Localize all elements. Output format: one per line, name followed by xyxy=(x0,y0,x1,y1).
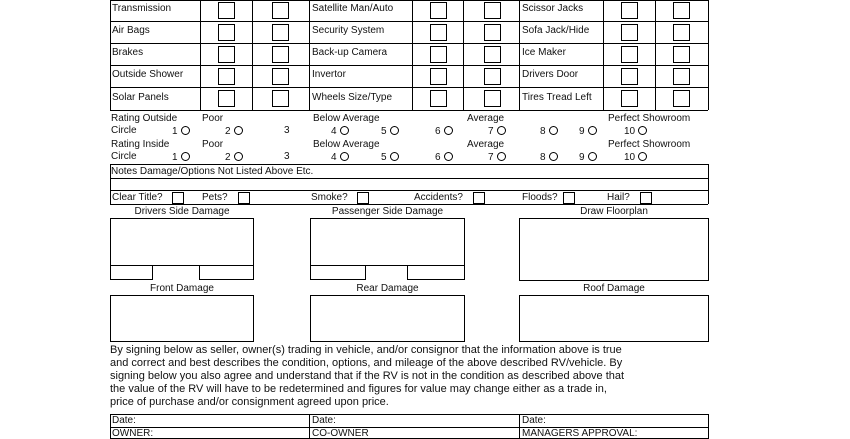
rating-option-1[interactable]: 1 xyxy=(172,152,190,163)
notes-bottom-line xyxy=(110,204,708,205)
floods-checkbox[interactable] xyxy=(563,192,575,204)
option-checkbox[interactable] xyxy=(272,46,289,63)
option-checkbox[interactable] xyxy=(272,68,289,85)
option-label: Brakes xyxy=(112,47,144,58)
rear-damage-label: Rear Damage xyxy=(356,283,419,294)
hail-label: Hail? xyxy=(607,192,630,203)
option-label: Security System xyxy=(312,25,385,36)
rating-option-3[interactable]: 3 xyxy=(284,125,290,136)
option-label: Tires Tread Left xyxy=(522,92,592,103)
radio-circle-icon[interactable] xyxy=(181,152,190,161)
option-checkbox[interactable] xyxy=(218,24,235,41)
passenger-wheel-box[interactable] xyxy=(310,265,366,280)
table-line xyxy=(309,0,310,110)
option-label: Wheels Size/Type xyxy=(312,92,393,103)
option-checkbox[interactable] xyxy=(621,90,638,107)
option-checkbox[interactable] xyxy=(430,68,447,85)
rating-option-9[interactable]: 9 xyxy=(579,126,597,137)
rating-option-2[interactable]: 2 xyxy=(225,152,243,163)
option-checkbox[interactable] xyxy=(673,90,690,107)
option-label: Air Bags xyxy=(112,25,150,36)
table-line xyxy=(110,414,708,415)
drivers-wheel-box[interactable] xyxy=(199,265,254,280)
agreement-line: By signing below as seller, owner(s) trading in vehicle, and/or consignor that the information above is true xyxy=(110,344,622,356)
hail-checkbox[interactable] xyxy=(640,192,652,204)
rating-below-label: Below Average xyxy=(313,139,380,150)
option-checkbox[interactable] xyxy=(272,2,289,19)
table-line xyxy=(252,0,253,110)
owner-signature-field[interactable]: OWNER: xyxy=(112,428,154,439)
table-line xyxy=(655,0,656,110)
option-checkbox[interactable] xyxy=(484,90,501,107)
option-checkbox[interactable] xyxy=(272,90,289,107)
passenger-side-damage-box[interactable] xyxy=(310,218,465,266)
radio-circle-icon[interactable] xyxy=(340,152,349,161)
rating-poor-label: Poor xyxy=(202,139,224,150)
radio-circle-icon[interactable] xyxy=(638,152,647,161)
option-checkbox[interactable] xyxy=(218,90,235,107)
option-checkbox[interactable] xyxy=(272,24,289,41)
rating-option-4[interactable]: 4 xyxy=(331,126,349,137)
rating-option-5[interactable]: 5 xyxy=(381,126,399,137)
radio-circle-icon[interactable] xyxy=(390,152,399,161)
rating-option-7[interactable]: 7 xyxy=(488,126,506,137)
drivers-side-damage-label: Drivers Side Damage xyxy=(134,206,230,217)
radio-circle-icon[interactable] xyxy=(638,126,647,135)
rating-option-6[interactable]: 6 xyxy=(435,126,453,137)
rating-option-5[interactable]: 5 xyxy=(381,152,399,163)
table-line xyxy=(519,414,520,439)
agreement-line: and correct and best describes the condition, options, and mileage of the above described RV/vehicle. By xyxy=(110,357,623,369)
rating-average-label: Average xyxy=(467,139,505,150)
agreement-line: the value of the RV will have to be redetermined and figures for value may change either as a trade in, xyxy=(110,383,607,395)
rear-damage-box[interactable] xyxy=(310,295,465,342)
table-line xyxy=(603,0,604,110)
table-line xyxy=(519,0,520,110)
radio-circle-icon[interactable] xyxy=(588,126,597,135)
radio-circle-icon[interactable] xyxy=(549,152,558,161)
rating-option-4[interactable]: 4 xyxy=(331,152,349,163)
rating-option-8[interactable]: 8 xyxy=(540,126,558,137)
table-line xyxy=(412,0,413,110)
draw-floorplan-label: Draw Floorplan xyxy=(580,206,648,217)
option-checkbox[interactable] xyxy=(673,46,690,63)
passenger-side-damage-label: Passenger Side Damage xyxy=(331,206,444,217)
floods-label: Floods? xyxy=(522,192,558,203)
notes-line xyxy=(110,190,708,191)
option-label: Transmission xyxy=(112,3,172,14)
accidents-label: Accidents? xyxy=(414,192,463,203)
option-checkbox[interactable] xyxy=(430,24,447,41)
table-line xyxy=(110,0,111,110)
passenger-wheel-box[interactable] xyxy=(407,265,465,280)
rating-perfect-label: Perfect Showroom xyxy=(608,139,691,150)
front-damage-box[interactable] xyxy=(110,295,254,342)
agreement-paragraph xyxy=(110,344,680,409)
option-checkbox[interactable] xyxy=(430,46,447,63)
radio-circle-icon[interactable] xyxy=(444,126,453,135)
rating-option-1[interactable]: 1 xyxy=(172,126,190,137)
notes-top-line xyxy=(110,164,708,165)
drivers-wheel-box[interactable] xyxy=(110,265,153,280)
notes-label: Notes Damage/Options Not Listed Above Etc. xyxy=(111,166,314,177)
option-checkbox[interactable] xyxy=(218,2,235,19)
option-label: Invertor xyxy=(312,69,346,80)
roof-damage-label: Roof Damage xyxy=(583,283,645,294)
option-checkbox[interactable] xyxy=(430,2,447,19)
owner-date-field[interactable]: Date: xyxy=(112,415,136,426)
option-checkbox[interactable] xyxy=(621,46,638,63)
option-checkbox[interactable] xyxy=(673,24,690,41)
rating-circle-label: Circle xyxy=(111,151,137,162)
table-line xyxy=(309,414,310,439)
radio-circle-icon[interactable] xyxy=(234,152,243,161)
notes-side-line xyxy=(110,164,111,204)
smoke-label: Smoke? xyxy=(311,192,348,203)
pets-label: Pets? xyxy=(202,192,228,203)
drivers-side-damage-box[interactable] xyxy=(110,218,254,266)
table-line xyxy=(200,0,201,110)
manager-approval-field[interactable]: MANAGERS APPROVAL: xyxy=(522,428,638,439)
option-checkbox[interactable] xyxy=(484,46,501,63)
manager-date-field[interactable]: Date: xyxy=(522,415,546,426)
table-line xyxy=(708,0,709,110)
option-label: Solar Panels xyxy=(112,92,169,103)
option-label: Sofa Jack/Hide xyxy=(522,25,590,36)
accidents-checkbox[interactable] xyxy=(473,192,485,204)
option-label: Drivers Door xyxy=(522,69,579,80)
rating-option-2[interactable]: 2 xyxy=(225,126,243,137)
rating-option-9[interactable]: 9 xyxy=(579,152,597,163)
radio-circle-icon[interactable] xyxy=(497,152,506,161)
table-line xyxy=(110,110,708,111)
clear-title-label: Clear Title? xyxy=(112,192,163,203)
rating-label: Rating Inside xyxy=(111,139,170,150)
radio-circle-icon[interactable] xyxy=(444,152,453,161)
radio-circle-icon[interactable] xyxy=(390,126,399,135)
option-label: Outside Shower xyxy=(112,69,184,80)
rating-option-10[interactable]: 10 xyxy=(624,126,647,137)
option-label: Scissor Jacks xyxy=(522,3,584,14)
option-checkbox[interactable] xyxy=(673,2,690,19)
notes-side-line xyxy=(708,164,709,204)
roof-damage-box[interactable] xyxy=(519,295,709,342)
option-checkbox[interactable] xyxy=(621,24,638,41)
smoke-checkbox[interactable] xyxy=(357,192,369,204)
option-checkbox[interactable] xyxy=(430,90,447,107)
radio-circle-icon[interactable] xyxy=(340,126,349,135)
coowner-signature-field[interactable]: CO-OWNER xyxy=(312,428,369,439)
clear-title-checkbox[interactable] xyxy=(172,192,184,204)
agreement-line: signing below you also agree and understand that if the RV is not in the condition as described above that xyxy=(110,370,625,382)
table-line xyxy=(110,414,111,439)
option-label: Satellite Man/Auto xyxy=(312,3,394,14)
rating-option-8[interactable]: 8 xyxy=(540,152,558,163)
notes-line xyxy=(110,178,708,179)
option-checkbox[interactable] xyxy=(484,68,501,85)
rating-option-7[interactable]: 7 xyxy=(488,152,506,163)
option-label: Back-up Camera xyxy=(312,47,388,58)
radio-circle-icon[interactable] xyxy=(234,126,243,135)
rating-below-label: Below Average xyxy=(313,113,380,124)
radio-circle-icon[interactable] xyxy=(497,126,506,135)
option-checkbox[interactable] xyxy=(218,46,235,63)
table-line xyxy=(708,414,709,439)
rating-average-label: Average xyxy=(467,113,505,124)
rating-perfect-label: Perfect Showroom xyxy=(608,113,691,124)
option-checkbox[interactable] xyxy=(484,24,501,41)
rating-poor-label: Poor xyxy=(202,113,224,124)
option-checkbox[interactable] xyxy=(673,68,690,85)
agreement-line: price of purchase and/or consignment agreed upon price. xyxy=(110,396,389,408)
front-damage-label: Front Damage xyxy=(150,283,214,294)
rating-option-10[interactable]: 10 xyxy=(624,152,647,163)
option-checkbox[interactable] xyxy=(484,2,501,19)
option-checkbox[interactable] xyxy=(621,2,638,19)
pets-checkbox[interactable] xyxy=(238,192,250,204)
option-label: Ice Maker xyxy=(522,47,566,58)
option-checkbox[interactable] xyxy=(218,68,235,85)
option-checkbox[interactable] xyxy=(621,68,638,85)
radio-circle-icon[interactable] xyxy=(181,126,190,135)
table-line xyxy=(463,0,464,110)
rating-option-6[interactable]: 6 xyxy=(435,152,453,163)
rating-circle-label: Circle xyxy=(111,125,137,136)
floorplan-box[interactable] xyxy=(519,218,709,281)
coowner-date-field[interactable]: Date: xyxy=(312,415,336,426)
radio-circle-icon[interactable] xyxy=(588,152,597,161)
radio-circle-icon[interactable] xyxy=(549,126,558,135)
rating-option-3[interactable]: 3 xyxy=(284,151,290,162)
rating-label: Rating Outside xyxy=(111,113,178,124)
